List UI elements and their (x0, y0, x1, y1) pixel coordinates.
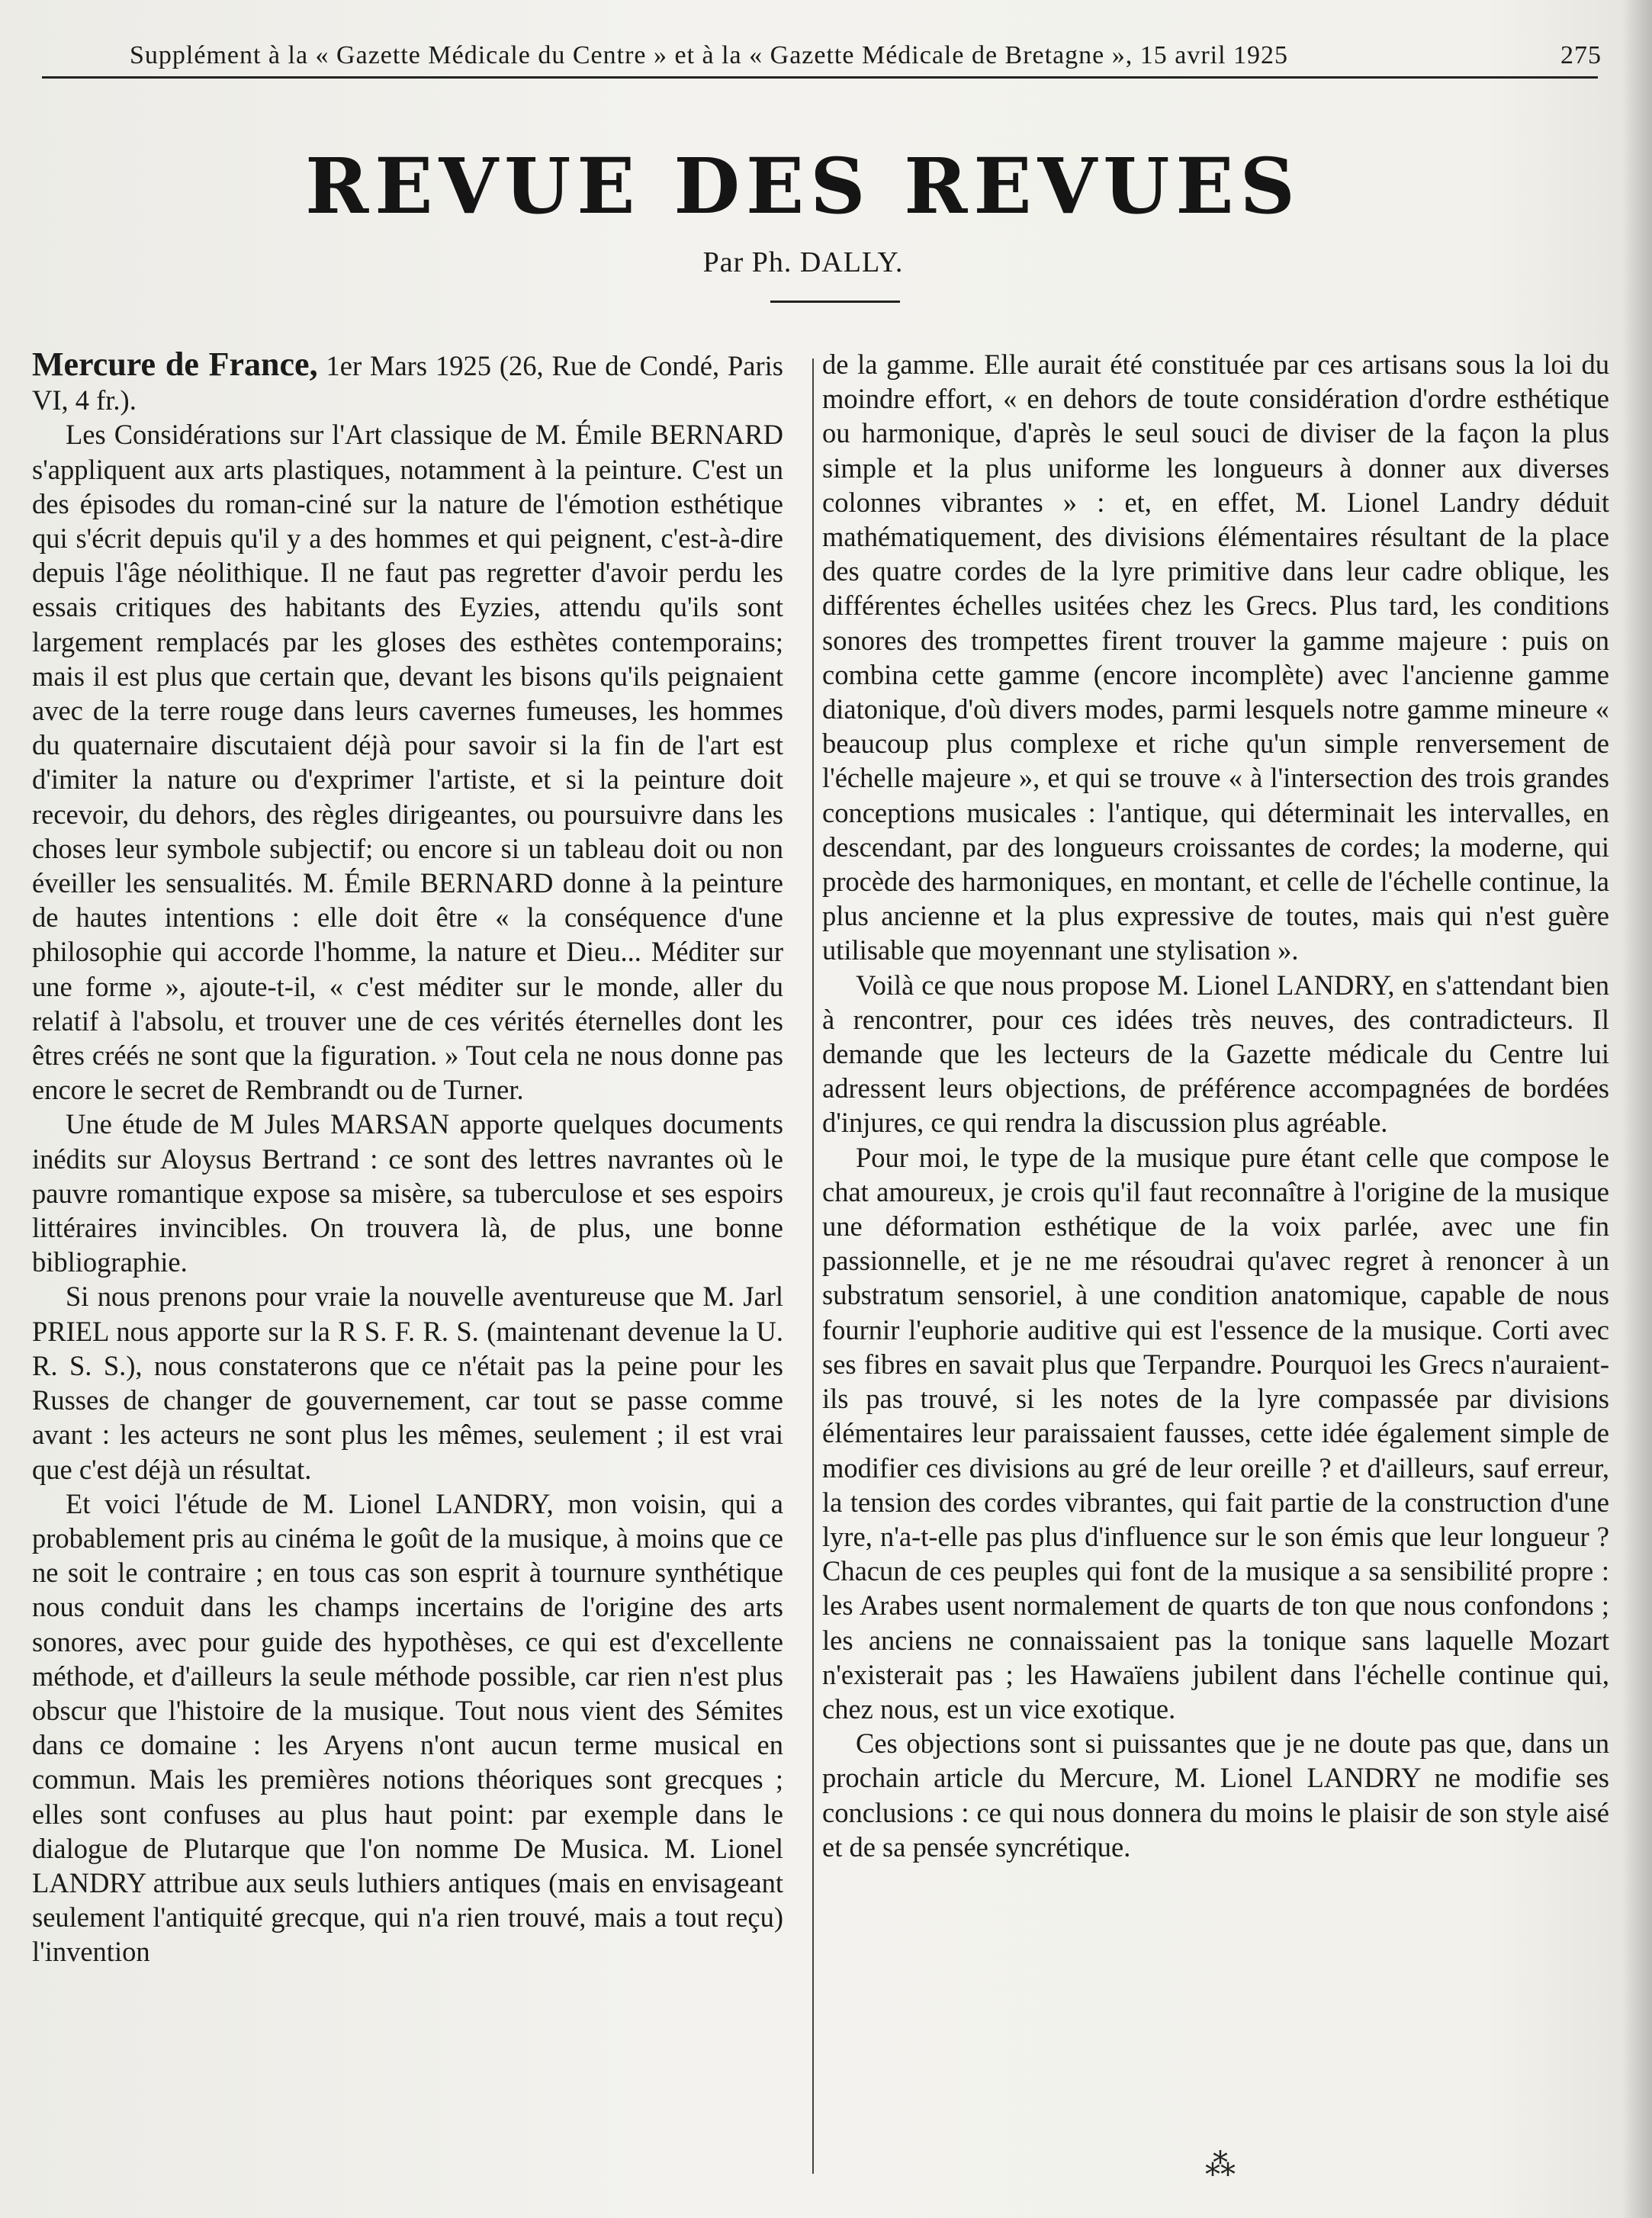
right-column (822, 347, 1609, 1864)
running-head-text: Supplément à la « Gazette Médicale du Centre » et à la « Gazette Médicale de Bretagne », 15 avril 1925 (130, 41, 1289, 69)
page-title-text: REVUE DES REVUES (305, 141, 1301, 231)
masthead-paragraph (32, 347, 783, 417)
paragraph: Une étude de M Jules MARSAN apporte quelques documents inédits sur Aloysus Bertrand : ce sont des lettres navrantes où le pauvre romantique expose sa misère, sa tuberculose et ses espoirs littéraires invincibles. On trouvera là, de plus, une bonne bibliographie. (32, 1108, 783, 1278)
paragraph: Les Considérations sur l'Art classique de M. Émile BERNARD s'appliquent aux arts plastiques, notamment à la peinture. C'est un des épisodes du roman-ciné sur la nature de l'émotion esthétique qui s'écrit depuis qu'il y a des hommes et qui peignent, c'est-à-dire depuis l'âge néolithique. Il ne faut pas regretter d'avoir perdu les essais critiques des habitants des Eyzies, attendu qu'ils sont largement remplacés par les gloses des esthètes contemporains; mais il est plus que certain que, devant les bisons qu'ils peignaient avec de la terre rouge dans leurs cavernes fumeuses, les hommes du quaternaire discutaient déjà pour savoir si la fin de l'art est d'imiter la nature ou d'exprimer l'artiste, et si la peinture doit recevoir, du dehors, des règles dirigeantes, ou poursuivre dans les choses leur symbole subjectif; ou encore si un tableau doit ou non éveiller les sensualités. M. Émile BERNARD donne à la peinture de hautes intentions : elle doit être « la conséquence d'une philosophie qui accorde l'homme, la nature et Dieu... Méditer sur une forme », ajoute-t-il, « c'est méditer sur le monde, aller du relatif à l'absolu, et trouver une de ces vérités éternelles dont les êtres créés ne sont que la figuration. » Tout cela ne nous donne pas encore le secret de Rembrandt ou de Turner. (32, 419, 783, 1106)
paragraph: Voilà ce que nous propose M. Lionel LANDRY, en s'attendant bien à rencontrer, pour ces idées très neuves, des contradicteurs. Il demande que les lecteurs de la Gazette médicale du Centre lui adressent leurs objections, de préférence accompagnées de bordées d'injures, ce qui rendra la discussion plus agréable. (822, 969, 1609, 1139)
paragraph: Pour moi, le type de la musique pure étant celle que compose le chat amoureux, je crois qu'il faut reconnaître à l'origine de la musique une déformation esthétique de la voix parlée, avec une fin passionnelle, et je ne me résoudrai qu'avec regret à renoncer à un substratum sensoriel, à une condition anatomique, capable de nous fournir l'euphorie auditive qui est l'essence de la musique. Corti avec ses fibres en savait plus que Terpandre. Pourquoi les Grecs n'auraient-ils pas trouvé, si les notes de la lyre compassée par divisions élémentaires leur paraissaient fausses, cette idée également simple de modifier ces divisions au gré de leur oreille ? et d'ailleurs, sauf erreur, la tension des cordes vibrantes, qui fait partie de la construction d'une lyre, n'a-t-elle pas plus d'influence sur le son émis que leur longueur ? Chacun de ces peuples qui font de la musique a sa sensibilité propre : les Arabes usent normalement de quarts de ton que nous confondons ; les anciens ne connaissaient pas la tonique sans laquelle Mozart n'existerait pas ; les Hawaïens jubilent dans l'échelle continue qui, chez nous, est un vice exotique. (822, 1141, 1609, 1725)
paragraph: Si nous prenons pour vraie la nouvelle aventureuse que M. Jarl PRIEL nous apporte sur la R S. F. R. S. (maintenant devenue la U. R. S. S.), nous constaterons que ce n'était pas la peine pour les Russes de changer de gouvernement, car tout se passe comme avant : les acteurs ne sont plus les mêmes, seulement ; il est vrai que c'est déjà un résultat. (32, 1281, 783, 1485)
end-ornament: ⁂ (1205, 2148, 1236, 2182)
journal-masthead: Mercure de France, (32, 346, 318, 383)
column-divider (812, 358, 814, 2174)
page-title (0, 141, 1652, 231)
title-rule (770, 301, 900, 303)
paragraph: Et voici l'étude de M. Lionel LANDRY, mon voisin, qui a probablement pris au cinéma le goût de la musique, à moins que ce ne soit le contraire ; en tous cas son esprit à tournure synthétique nous conduit dans les champs incertains de l'origine des arts sonores, avec pour guide des hypothèses, ce qui est d'excellente méthode, et d'ailleurs la seule méthode possible, car rien n'est plus obscur que l'histoire de la musique. Tout nous vient des Sémites dans ce domaine : les Aryens n'ont aucun terme musical en commun. Mais les premières notions théoriques sont grecques ; elles sont confuses au plus haut point: par exemple dans le dialogue de Plutarque que l'on nomme De Musica. M. Lionel LANDRY attribue aux seuls luthiers antiques (mais en envisageant seulement l'antiquité grecque, qui n'a rien trouvé, mais a tout reçu) l'invention (32, 1487, 783, 1968)
header-rule (42, 76, 1598, 79)
byline-text: Par Ph. DALLY. (702, 246, 904, 278)
paragraph: de la gamme. Elle aurait été constituée par ces artisans sous la loi du moindre effort, « en dehors de toute considération d'ordre esthétique ou harmonique, d'après le seul souci de diviser de la façon la plus simple et la plus uniforme les longueurs à donner aux diverses colonnes vibrantes » : et, en effet, M. Lionel Landry déduit mathématiquement, des divisions élémentaires résultant de la place des quatre cordes de la lyre primitive dans leur cadre oblique, les différentes échelles usitées chez les Grecs. Plus tard, les conditions sonores des trompettes firent trouver la gamme majeure : puis on combina cette gamme (encore incomplète) avec l'ancienne gamme diatonique, d'où divers modes, parmi lesquels notre gamme mineure « beaucoup plus complexe et riche qu'un simple renversement de l'échelle majeure », et qui se trouve « à l'intersection des trois grandes conceptions musicales : l'antique, qui déterminait les intervalles, en descendant, par des longueurs croissantes de cordes; la moderne, qui procède des harmoniques, en montant, et celle de l'échelle continue, la plus ancienne et la plus expressive de toutes, mais qui n'est guère utilisable que moyennant une stylisation ». (822, 349, 1609, 966)
journal-masthead-details: 1er Mars 1925 (26, Rue de Condé, Paris VI, 4 fr.). (32, 350, 783, 416)
page-number: 275 (1560, 41, 1602, 69)
left-column (32, 347, 783, 1969)
byline (0, 246, 1652, 279)
paragraph: Ces objections sont si puissantes que je ne doute pas que, dans un prochain article du Mercure, M. Lionel LANDRY ne modifie ses conclusions : ce qui nous donnera du moins le plaisir de son style aisé et de sa pensée syncrétique. (822, 1728, 1609, 1863)
page-edge-shadow (1621, 0, 1652, 2218)
